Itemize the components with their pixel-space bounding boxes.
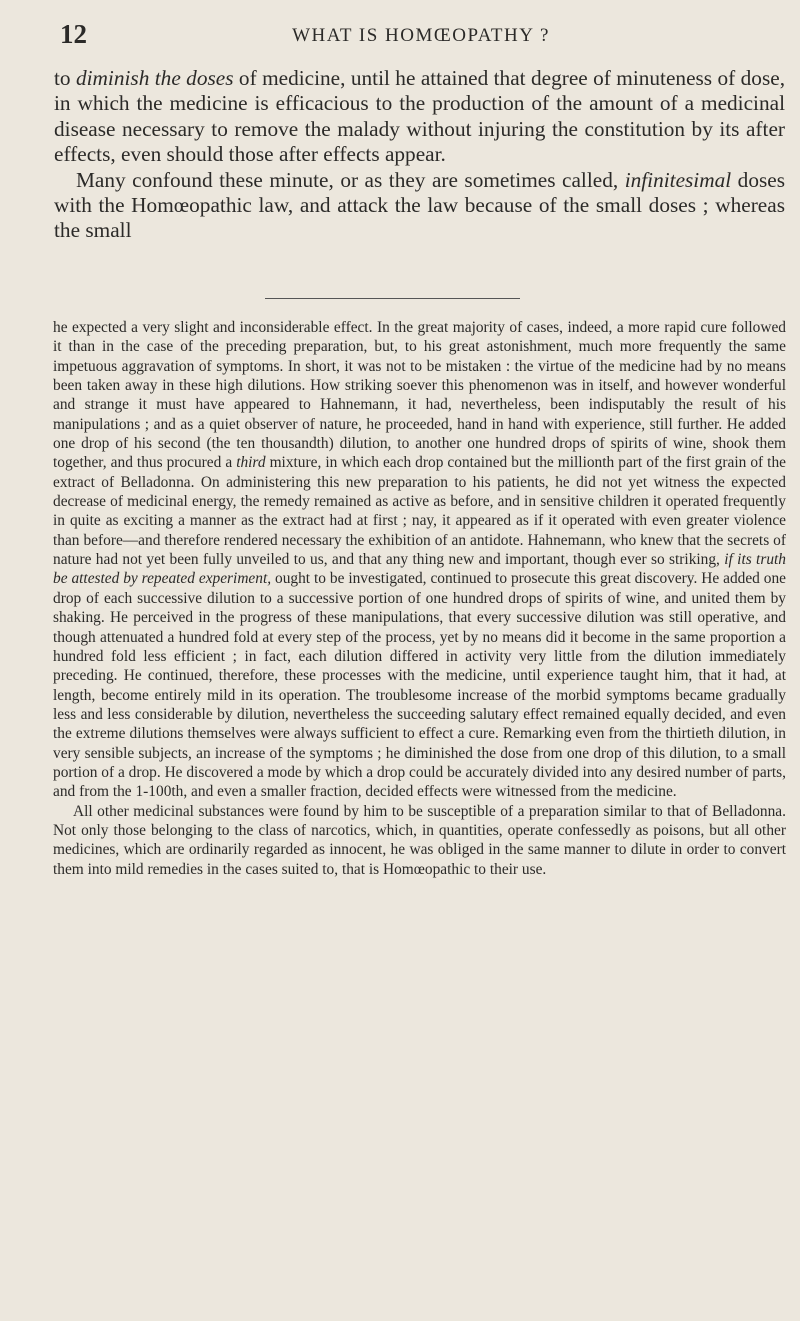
page-number: 12 xyxy=(60,19,87,49)
main-text xyxy=(54,66,785,244)
text-span: to xyxy=(54,66,76,90)
footnote-paragraph: All other medicinal substances were found by him to be susceptible of a preparation similar to that of Belladonna. Not only those belonging to the class of narcotics, which, in quantities, operate confessedly as poisons, but all other medicines, which are ordinarily regarded as innocent, he was obliged in the same manner to dilute in order to convert them into mild remedies in the cases suited to, that is Homœopathic to their use. xyxy=(53,802,786,878)
text-span: of medicine, until he attained that degree of minuteness of dose, in which the medicine is efficacious to the production of the amount of a medicinal disease necessary to remove the malady without injuring the constitution by its after effects, even should those after effects appear. xyxy=(54,66,786,167)
italic-text: infinitesimal xyxy=(624,167,732,192)
main-paragraph xyxy=(54,168,785,244)
text-span: Many confound these minute, or as they are sometimes called, xyxy=(76,167,625,192)
running-title: WHAT IS HOMŒOPATHY ? xyxy=(292,25,550,46)
text-span: mixture, in which each drop contained but the millionth part of the first grain of the extract of Belladonna. On administering this new preparation to his patients, he did not yet witness the expected decrease of medicinal energy, the remedy remained as active as before, and in sensitive children it operated frequently in quite as exciting a manner as the extract had at first ; nay, it appeared as if it operated with even greater violence than before—and therefore rendered necessary the exhibition of an antidote. Hahnemann, who knew that the secrets of nature had not yet been fully unveiled to us, and that any thing new and important, though ever so striking, xyxy=(53,454,786,569)
footnote-paragraph xyxy=(53,318,786,802)
italic-text: if its truth be attested by repeated experiment, xyxy=(53,551,786,588)
italic-text: third xyxy=(236,454,266,472)
text-span: he expected a very slight and inconsiderable effect. In the great majority of cases, indeed, a more rapid cure followed it than in the case of the preceding preparation, but, to his great astonishment, much more frequently the same impetuous aggravation of symptoms. In short, it was not to be mistaken : the virtue of the medicine had by no means been taken away in these high dilutions. How striking soever this phenomenon was in itself, and however wonderful and strange it must have appeared to Hahnemann, it had, nevertheless, been indisputably the result of his manipulations ; and as a quiet observer of nature, he proceeded, hand in hand with experience, still further. He added one drop of his second (the ten thousandth) dilution, to another one hundred drops of spirits of wine, shook them together, and thus procured a xyxy=(53,319,786,472)
running-head xyxy=(60,19,782,59)
main-paragraph xyxy=(54,66,785,168)
text-span: doses with the Homœopathic law, and attack the law because of the small doses ; whereas the small xyxy=(54,167,786,243)
footnote xyxy=(53,318,786,879)
italic-text: diminish the doses xyxy=(75,66,234,90)
text-span: ought to be investigated, continued to prosecute this great discovery. He added one drop of each successive dilution to a successive portion of one hundred drops of spirits of wine, and united them by shaking. He perceived in the progress of these manipulations, that every successive dilution was still operative, and though attenuated a hundred fold at every step of the process, yet by no means did it become in the same proportion a hundred fold less efficient ; in fact, each dilution differed in activity very little from the dilution immediately preceding. He continued, therefore, these processes with the medicine, until experience taught him, that it had, at length, become entirely mild in its operation. The troublesome increase of the morbid symptoms became gradually less and less considerable by dilution, nevertheless the succeeding salutary effect remained equally decided, and even the extreme dilutions themselves were always sufficient to effect a cure. Remarking even from the thirtieth dilution, in very sensible subjects, an increase of the symptoms ; he diminished the dose from one drop of this dilution, to a small portion of a drop. He discovered a mode by which a drop could be accurately divided into any desired number of parts, and from the 1-100th, and even a smaller fraction, decided effects were witnessed from the medicine. xyxy=(53,570,787,801)
footnote-divider xyxy=(265,298,520,299)
